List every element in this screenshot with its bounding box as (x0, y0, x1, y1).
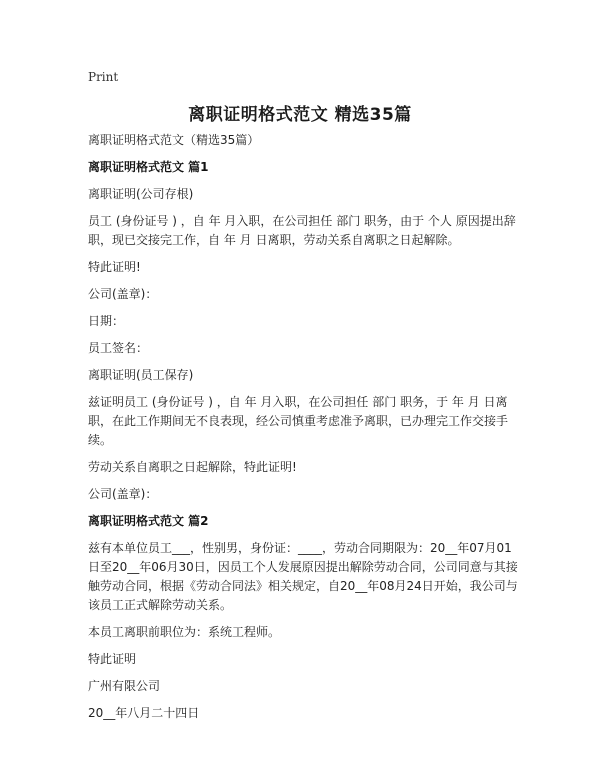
certify-line-2: 特此证明 (88, 652, 137, 666)
section-heading-2: 离职证明格式范文 篇2 (88, 514, 209, 528)
certify-line: 特此证明! (88, 260, 141, 274)
date-line: 日期： (88, 314, 125, 328)
relation-end-line: 劳动关系自离职之日起解除，特此证明! (88, 460, 297, 474)
section-heading-1: 离职证明格式范文 篇1 (88, 160, 209, 174)
print-label: Print (88, 70, 119, 84)
employee-copy-paragraph: 兹证明员工 (身份证号 ) ，自 年 月入职，在公司担任 部门 职务，于 年 月 日离职，在此工作期间无不良表现，经公司慎重考虑准予离职，已办理完工作交接手续。 (88, 395, 509, 447)
stub-paragraph: 员工 (身份证号 ) ，自 年 月入职，在公司担任 部门 职务，由于 个人 原因提出辞职，现已交接完工作，自 年 月 日离职，劳动关系自离职之日起解除。 (88, 214, 516, 247)
issue-date: 20__年八月二十四日 (88, 706, 200, 720)
employee-signature-line: 员工签名： (88, 341, 149, 355)
position-line: 本员工离职前职位为：系统工程师。 (88, 625, 281, 639)
company-seal-line: 公司(盖章)： (88, 287, 158, 301)
document-title: 离职证明格式范文 精选35篇 (188, 105, 412, 125)
document-subtitle: 离职证明格式范文（精选35篇） (88, 133, 260, 147)
section2-paragraph: 兹有本单位员工___，性别男，身份证：____，劳动合同期限为：20__年07月01日至20__年06月30日，因员工个人发展原因提出解除劳动合同，公司同意与其接触劳动合同，根据《劳动合同法》相关规定，自20__年08月24日开始，我公司与该员工正式解除劳动关系。 (88, 541, 518, 612)
stub-title: 离职证明(公司存根) (88, 187, 194, 201)
document-body (88, 131, 520, 731)
company-seal-line-2: 公司(盖章)： (88, 487, 158, 501)
company-name: 广州有限公司 (88, 679, 161, 693)
employee-copy-title: 离职证明(员工保存) (88, 368, 194, 382)
